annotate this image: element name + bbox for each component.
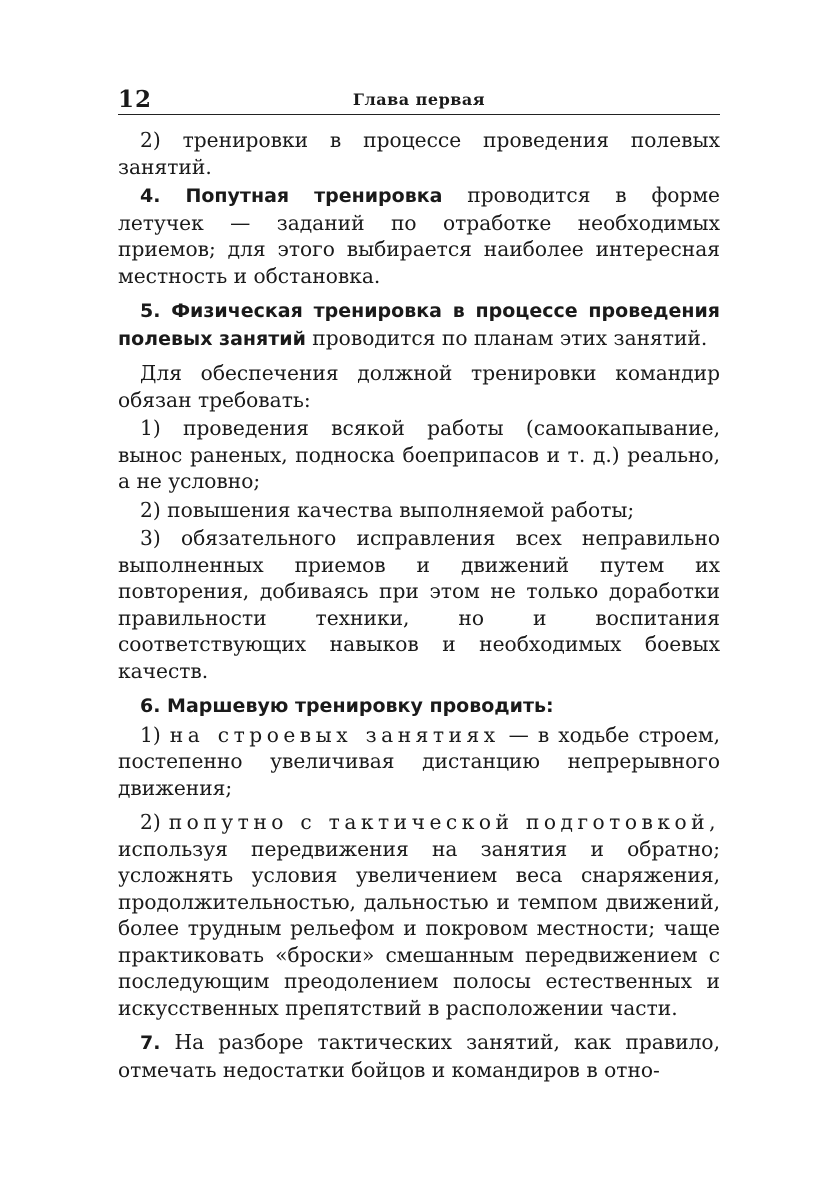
paragraph	[118, 360, 720, 413]
paragraph	[118, 1029, 720, 1083]
paragraph	[118, 497, 720, 524]
paragraph	[118, 525, 720, 684]
paragraph	[118, 182, 720, 289]
paragraph-text: 3) обязательного исправления всех неправильно выполненных приемов и движений путем их повторения, добиваясь при этом не только доработки правильности техники, но и воспитания соответствующих навыков и необходимых боевых качеств.	[118, 526, 720, 683]
paragraph-lead: 7.	[140, 1032, 161, 1054]
paragraph	[118, 415, 720, 495]
paragraph-text: — в ходьбе строем, постепенно увеличивая дистанцию непрерывного движения;	[118, 722, 720, 800]
paragraph	[118, 722, 720, 802]
paragraph-text: проводится в форме летучек — заданий по отработке необходимых приемов; для этого выбирается наиболее интересная местность и обстановка.	[118, 183, 720, 288]
page-number: 12	[118, 86, 153, 113]
emphasis-spaced: попутно с тактической подготовкой,	[168, 810, 721, 834]
paragraph-text: 2) повышения качества выполняемой работы;	[140, 497, 635, 522]
paragraph-lead: 5. Физическая тренировка в процессе проведения полевых занятий	[118, 300, 720, 350]
body-text	[118, 127, 720, 1083]
emphasis-spaced: на строевых занятиях	[169, 722, 500, 747]
paragraph	[118, 692, 720, 720]
header-rule	[118, 114, 720, 115]
paragraph	[118, 127, 720, 180]
item-number: 1)	[140, 722, 170, 747]
paragraph-text: проводится по планам этих занятий.	[305, 325, 708, 350]
paragraph-text: 1) проведения всякой работы (самоокапывание, вынос раненых, подноска боеприпасов и т. д.) реально, а не условно;	[118, 416, 720, 493]
book-page	[118, 80, 720, 1091]
paragraph-text: Для обеспечения должной тренировки командир обязан требовать:	[118, 361, 720, 412]
paragraph	[118, 297, 720, 352]
item-number: 2)	[140, 810, 169, 834]
page-header	[118, 80, 720, 114]
paragraph-lead: 6. Маршевую тренировку проводить:	[140, 695, 554, 717]
running-title: Глава первая	[352, 90, 486, 109]
paragraph-text: используя передвижения на занятия и обратно; усложнять условия увеличением веса снаряжения, продолжительностью, дальностью и темпом движений, более трудным рельефом и покровом местности; чаще практиковать «броски» смешанным передвижением с последующим преодолением полосы естественных и искусственных препятствий в расположении части.	[118, 836, 720, 1020]
paragraph-lead: 4. Попутная тренировка	[140, 185, 443, 207]
paragraph-text: На разборе тактических занятий, как правило, отмечать недостатки бойцов и командиров в отно-	[118, 1030, 720, 1082]
paragraph	[118, 809, 720, 1021]
paragraph-text: 2) тренировки в процессе проведения полевых занятий.	[118, 128, 720, 179]
